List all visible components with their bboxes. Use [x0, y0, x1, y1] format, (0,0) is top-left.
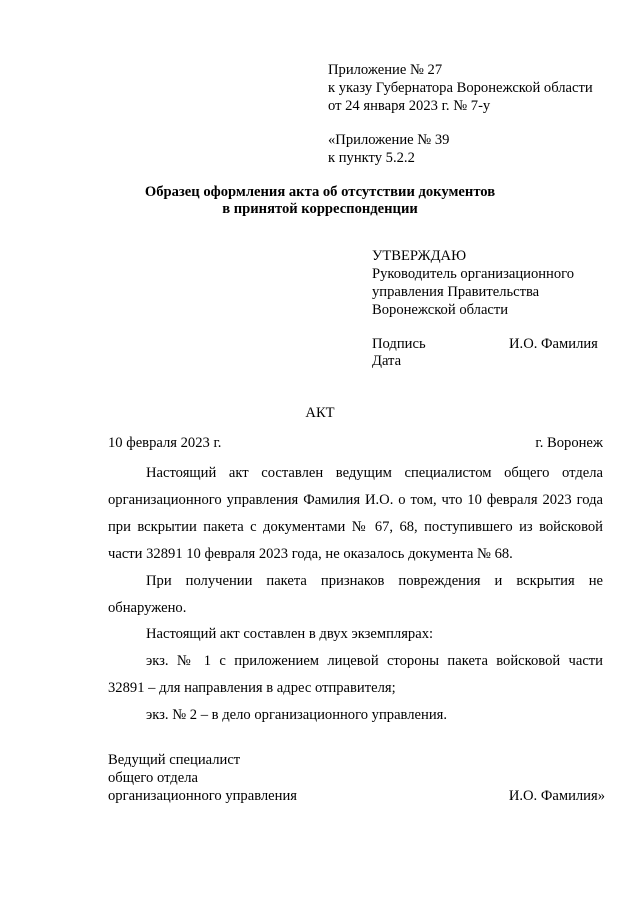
paragraph-3: Настоящий акт составлен в двух экземплярах: — [146, 626, 434, 642]
signer-name: И.О. Фамилия» — [508, 788, 605, 804]
paragraph-4-line-1: экз. № 1 с приложением лицевой стороны пакета войсковой части — [146, 653, 603, 669]
signer-position-line-2: общего отдела — [108, 770, 198, 786]
act-heading: АКТ — [305, 405, 335, 421]
paragraph-1-line-3: при вскрытии пакета с документами № 67, 68, поступившего из войсковой — [108, 519, 603, 535]
appendix-date: от 24 января 2023 г. № 7-у — [328, 98, 491, 114]
paragraph-4-line-2: 32891 – для направления в адрес отправителя; — [108, 680, 396, 696]
act-date: 10 февраля 2023 г. — [108, 435, 222, 451]
paragraph-1-line-2: организационного управления Фамилия И.О. о том, что 10 февраля 2023 года — [108, 492, 603, 508]
approve-signature-name: И.О. Фамилия — [509, 336, 598, 352]
appendix-decree: к указу Губернатора Воронежской области — [328, 80, 593, 96]
signer-position-line-1: Ведущий специалист — [108, 752, 241, 768]
approve-heading: УТВЕРЖДАЮ — [372, 248, 467, 264]
approve-position-line-3: Воронежской области — [372, 302, 509, 318]
approve-date-label: Дата — [372, 353, 402, 369]
appendix-inner-clause: к пункту 5.2.2 — [328, 150, 415, 166]
paragraph-1-line-4: части 32891 10 февраля 2023 года, не оказалось документа № 68. — [108, 546, 513, 562]
paragraph-2-line-1: При получении пакета признаков повреждения и вскрытия не — [146, 573, 603, 589]
act-place: г. Воронеж — [535, 435, 603, 451]
approve-position-line-2: управления Правительства — [372, 284, 540, 300]
approve-signature-label: Подпись — [372, 336, 426, 352]
title-line-1: Образец оформления акта об отсутствии документов — [144, 184, 496, 200]
paragraph-2-line-2: обнаружено. — [108, 600, 187, 616]
paragraph-1-line-1: Настоящий акт составлен ведущим специалистом общего отдела — [146, 465, 603, 481]
appendix-inner-number: «Приложение № 39 — [328, 132, 450, 148]
paragraph-5: экз. № 2 – в дело организационного управления. — [146, 707, 447, 723]
title-line-2: в принятой корреспонденции — [222, 201, 418, 217]
appendix-number: Приложение № 27 — [328, 62, 443, 78]
signer-position-line-3: организационного управления — [108, 788, 297, 804]
approve-position-line-1: Руководитель организационного — [372, 266, 575, 282]
